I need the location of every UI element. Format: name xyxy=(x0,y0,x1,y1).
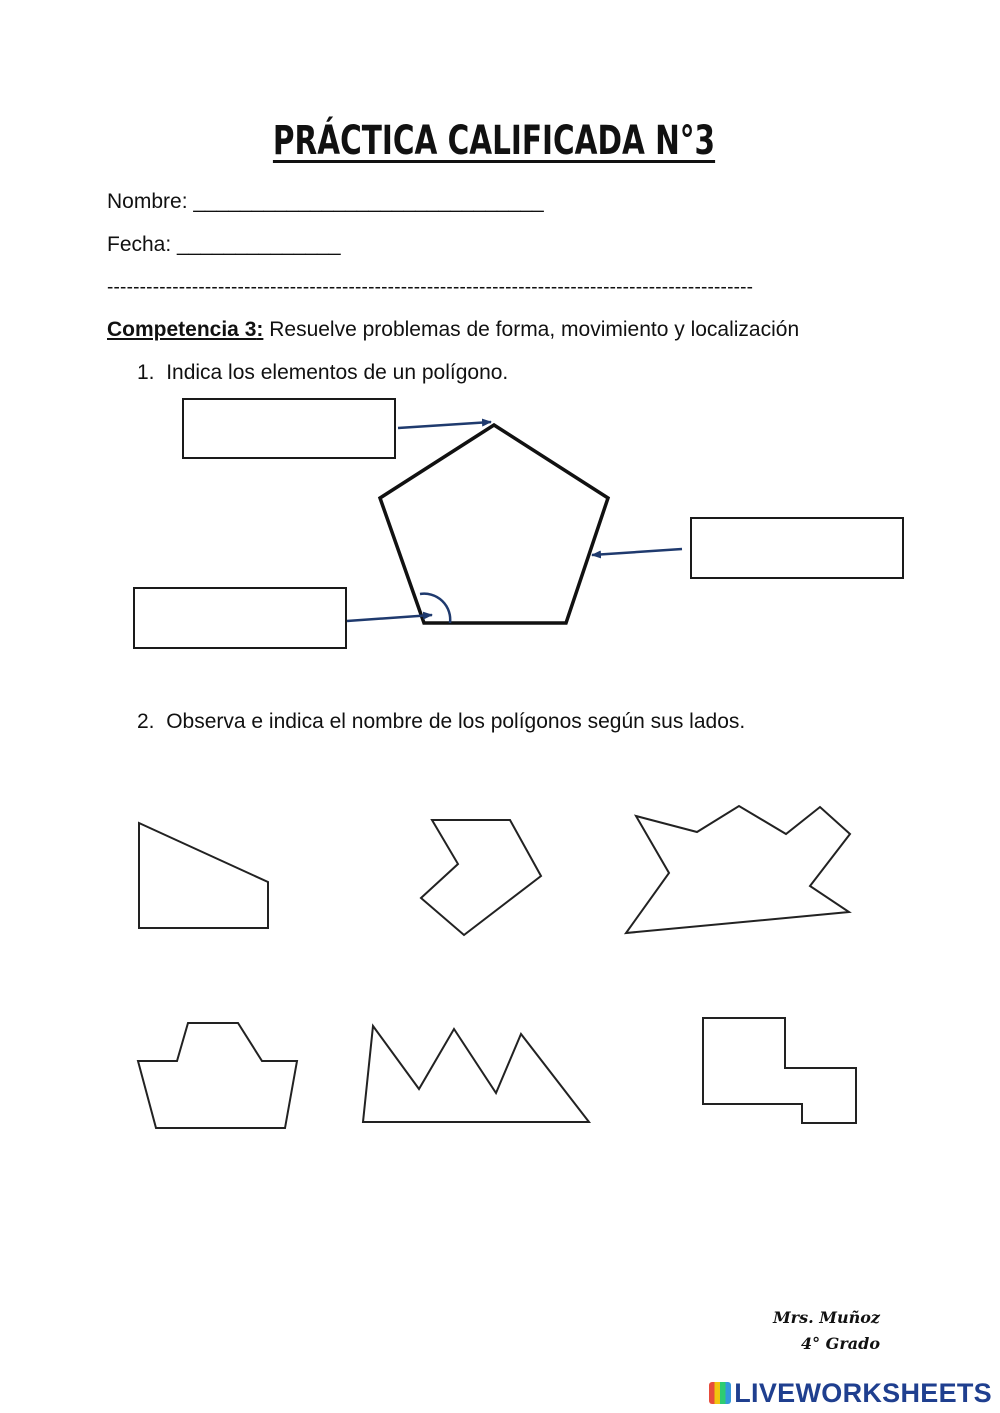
competencia-colon: : xyxy=(256,318,264,341)
polygon-quadrilateral xyxy=(139,823,268,928)
teacher-signature xyxy=(773,1305,880,1357)
footer-brand: LIVEWORKSHEETS xyxy=(734,1378,992,1408)
liveworksheets-logo-icon xyxy=(709,1382,731,1404)
signature-name: Mrs. Muñoz xyxy=(772,1308,880,1327)
question-2-text: Observa e indica el nombre de los polígonos según sus lados. xyxy=(166,710,746,733)
polygon-boat-shape xyxy=(138,1023,297,1128)
competencia-label: Competencia 3 xyxy=(107,318,257,341)
question-1-number: 1. xyxy=(137,361,155,384)
liveworksheets-footer[interactable] xyxy=(709,1378,992,1409)
signature-grade: 4° Grado xyxy=(800,1334,880,1353)
competencia-text: Resuelve problemas de forma, movimiento y localización xyxy=(263,318,800,341)
angle-arc xyxy=(420,594,450,623)
nombre-field[interactable]: Nombre: ______________________________ xyxy=(107,190,544,213)
arrow-side xyxy=(592,549,682,555)
arrow-angle xyxy=(347,615,432,621)
polygon-zigzag-shape xyxy=(363,1026,589,1122)
fecha-field[interactable]: Fecha: ______________ xyxy=(107,233,341,256)
polygon-star-shape xyxy=(626,806,850,933)
separator-line: --------------------------------------------------------------------------------------------------- xyxy=(107,277,754,298)
pentagon-shape xyxy=(380,425,608,623)
question-2-number: 2. xyxy=(137,710,155,733)
page-title: PRÁCTICA CALIFICADA N°3 xyxy=(272,118,716,164)
arrow-vertex xyxy=(398,422,491,428)
polygon-l-shape xyxy=(703,1018,856,1123)
polygon-hexagon xyxy=(421,820,541,935)
question-1-text: Indica los elementos de un polígono. xyxy=(166,361,509,384)
